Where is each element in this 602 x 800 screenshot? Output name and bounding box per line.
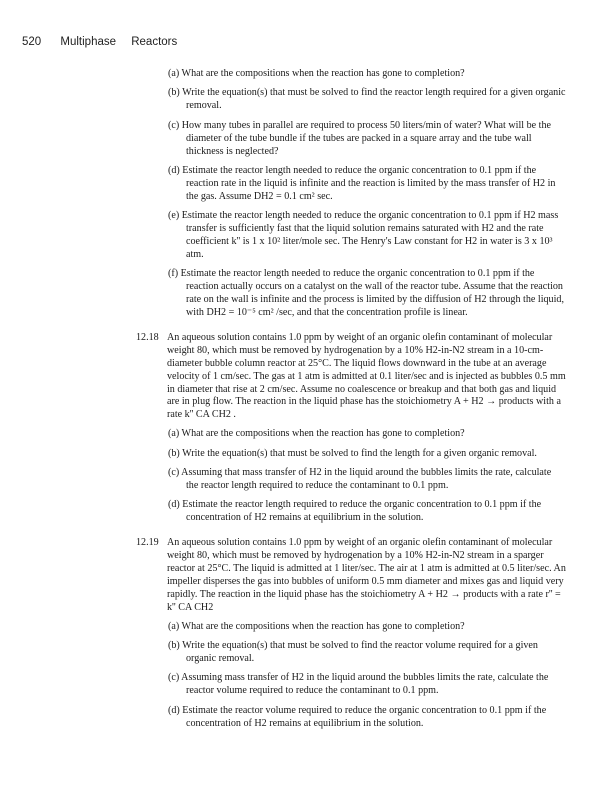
page-body: [0, 68, 602, 737]
page-header: [22, 36, 189, 48]
question-item: (d) Estimate the reactor length needed to reduce the organic concentration to 0.1 ppm if the reaction rate in the liquid is infinite and the reaction is limited by the mass transfer of H2 in the gas. Assume DH2 = 0.1 cm² sec.: [168, 164, 556, 202]
problem-statement: [0, 332, 602, 422]
question-item: (f) Estimate the reactor length needed to reduce the organic concentration to 0.1 ppm if the reaction actually occurs on a catalyst on the wall of the reactor tube. Assume that the reaction rate on the wall is infinite and the process is limited by the diffusion of H2 through the liquid, with DH2 = 10⁻⁵ cm² /sec, and that the concentration profile is linear.: [168, 268, 564, 318]
question-item: (a) What are the compositions when the reaction has gone to completion?: [168, 428, 465, 440]
problem-text: An aqueous solution contains 1.0 ppm by weight of an organic olefin contaminant of molecular weight 80, which must be removed by hydrogenation by a 10% H2-in-N2 stream in a sparger reactor at 25°C. The liquid is admitted at 1 liter/sec. The air at 1 atm is admitted at 0.5 liter/sec. An impeller disperses the gas into bubbles of uniform 0.5 mm diameter and mixes gas and liquid very rapidly. The reaction in the liquid phase has the stoichiometry A + H2 → products with a rate r'' = k'' CA CH2: [167, 537, 566, 613]
question-item: (c) Assuming mass transfer of H2 in the liquid around the bubbles limits the rate, calculate the reactor volume required to reduce the contaminant to 0.1 ppm.: [168, 672, 549, 697]
question-item: (a) What are the compositions when the reaction has gone to completion?: [168, 68, 465, 79]
question-item: (c) Assuming that mass transfer of H2 in the liquid around the bubbles limits the rate, calculate the reactor length required to reduce the contaminant to 0.1 ppm.: [168, 467, 552, 491]
problem-text: An aqueous solution contains 1.0 ppm by weight of an organic olefin contaminant of molecular weight 80, which must be removed by hydrogenation by a 10% H2-in-N2 stream in a 10-cm-diameter bubble column reactor at 25°C. The liquid flows downward in the tube at an average velocity of 1 cm/sec. The gas at 1 atm is admitted at 0.1 liter/sec and is injected as bubbles 0.5 mm in diameter that rise at 2 cm/sec. Assume no coalescence or breakup and that both gas and liquid are in plug flow. The reaction in the liquid phase has the stoichiometry A + H2 → products with a rate k'' CA CH2 .: [167, 331, 566, 421]
question-item: (e) Estimate the reactor length needed to reduce the organic concentration to 0.1 ppm if H2 mass transfer is sufficiently fast that the liquid solution remains saturated with H2 and the rate coefficient k'' is 1 x 10² liter/mole sec. The Henry's Law constant for H2 in water is 3 x 10³ atm.: [168, 210, 559, 260]
problem-number: 12.19: [136, 537, 159, 549]
question-item: (b) Write the equation(s) that must be solved to find the length for a given organic removal.: [168, 447, 537, 459]
question-item: (a) What are the compositions when the reaction has gone to completion?: [168, 620, 465, 632]
problem-number: 12.18: [136, 331, 159, 343]
page-number: 520: [22, 36, 42, 48]
question-item: (d) Estimate the reactor volume required to reduce the organic concentration to 0.1 ppm if the concentration of H2 remains at equilibrium in the solution.: [168, 704, 547, 729]
problem-statement: [0, 537, 602, 614]
section-title: Reactors: [131, 36, 178, 48]
question-item: (b) Write the equation(s) that must be solved to find the reactor length required for a given organic removal.: [168, 87, 566, 112]
question-item: (c) How many tubes in parallel are required to process 50 liters/min of water? What will be the diameter of the tube bundle if the tubes are packed in a square array and the tube wall thickness is neglected?: [168, 119, 551, 157]
question-item: (d) Estimate the reactor length required to reduce the organic concentration to 0.1 ppm if the concentration of H2 remains at equilibrium in the solution.: [168, 499, 542, 524]
chapter-title: Multiphase: [60, 36, 117, 48]
question-item: (b) Write the equation(s) that must be solved to find the reactor volume required for a given organic removal.: [168, 640, 538, 664]
